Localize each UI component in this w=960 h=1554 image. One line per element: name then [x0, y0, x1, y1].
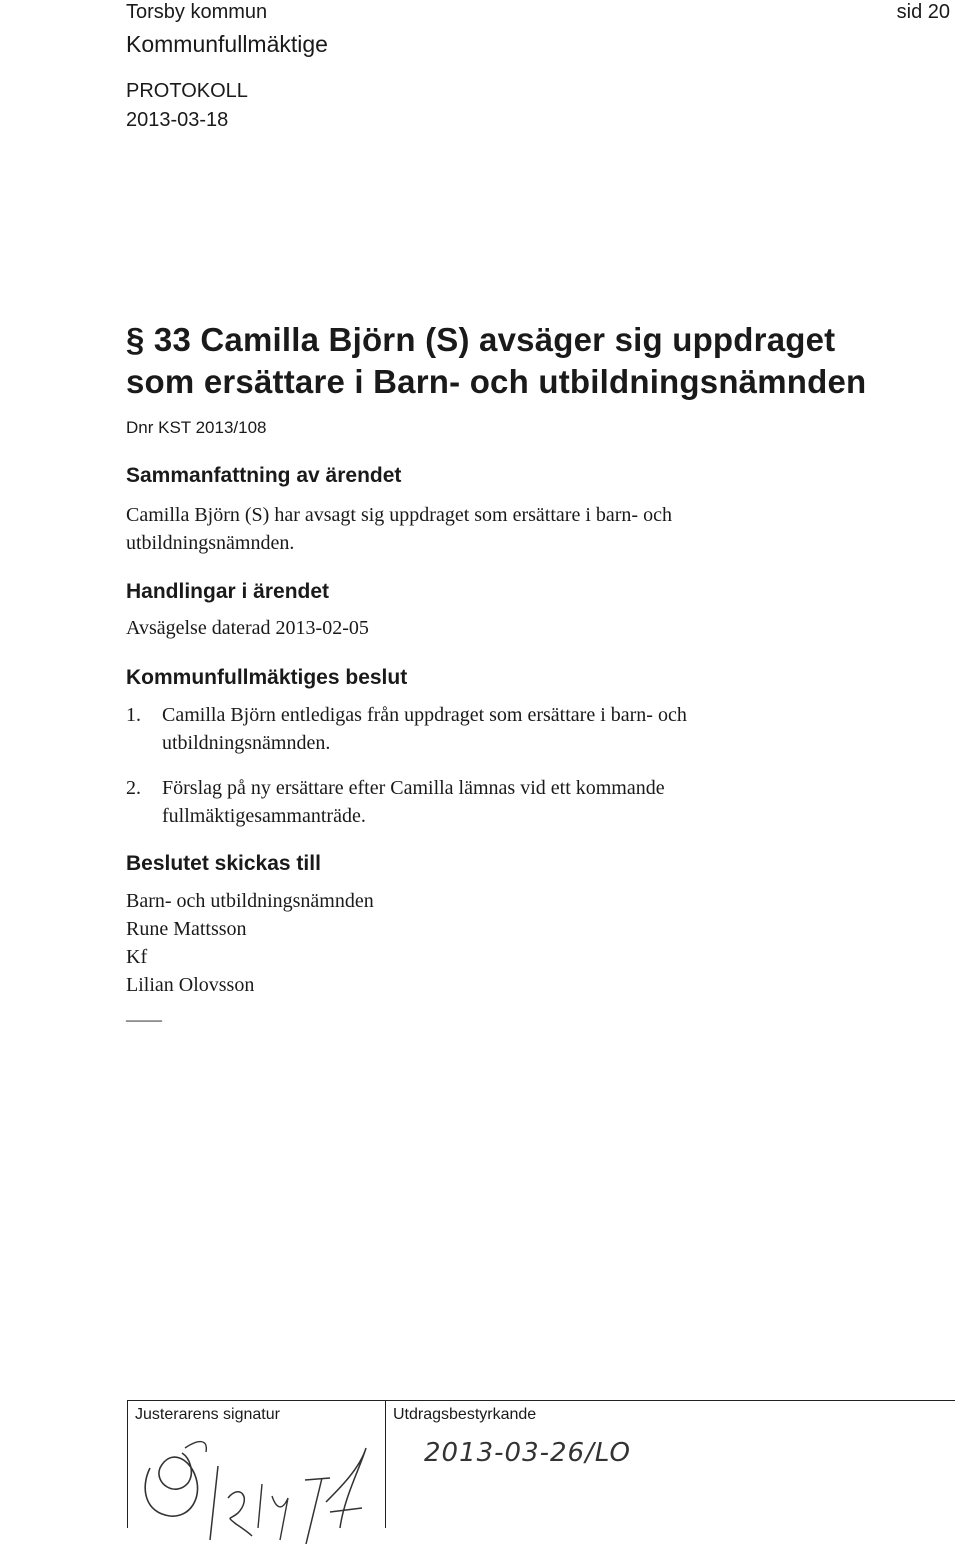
decision-text-line-1: Camilla Björn entledigas från uppdraget som ersättare i barn- och	[162, 704, 687, 726]
recipient-item: Lilian Olovsson	[126, 974, 255, 996]
handwritten-signatures	[130, 1428, 380, 1550]
certificate-label: Utdragsbestyrkande	[393, 1406, 537, 1423]
signature-label: Justerarens signatur	[135, 1406, 280, 1423]
decision-item	[126, 774, 846, 834]
decision-text-line-2: fullmäktigesammanträde.	[162, 805, 366, 827]
recipient-item: Barn- och utbildningsnämnden	[126, 890, 374, 912]
decision-text-line-2: utbildningsnämnden.	[162, 732, 331, 754]
municipality-name: Torsby kommun	[126, 1, 268, 23]
diary-number: Dnr KST 2013/108	[126, 418, 267, 437]
documents-text: Avsägelse daterad 2013-02-05	[126, 617, 369, 639]
council-name: Kommunfullmäktige	[126, 31, 328, 57]
end-mark: ____	[126, 1003, 162, 1023]
decision-text-line-1: Förslag på ny ersättare efter Camilla lämnas vid ett kommande	[162, 777, 665, 799]
recipient-item: Kf	[126, 946, 148, 968]
summary-text-line-2: utbildningsnämnden.	[126, 532, 295, 554]
decision-number: 2.	[126, 777, 141, 799]
summary-text-line-1: Camilla Björn (S) har avsagt sig uppdraget som ersättare i barn- och	[126, 504, 672, 526]
meeting-date: 2013-03-18	[126, 109, 229, 131]
footer-top-rule	[127, 1400, 955, 1401]
document-type: PROTOKOLL	[126, 80, 248, 102]
decision-item	[126, 701, 846, 761]
section-title-line-2: som ersättare i Barn- och utbildningsnämnden	[126, 363, 867, 400]
footer-divider-rule	[385, 1400, 386, 1528]
certificate-handwritten-date: 2013-03-26/LO	[424, 1438, 632, 1468]
decision-heading: Kommunfullmäktiges beslut	[126, 666, 408, 689]
summary-heading: Sammanfattning av ärendet	[126, 464, 402, 487]
section-title-line-1: § 33 Camilla Björn (S) avsäger sig uppdraget	[126, 321, 836, 358]
documents-heading: Handlingar i ärendet	[126, 580, 330, 603]
decision-number: 1.	[126, 704, 141, 726]
recipient-item: Rune Mattsson	[126, 918, 247, 940]
page-number: sid 20	[896, 1, 950, 23]
recipients-heading: Beslutet skickas till	[126, 852, 321, 875]
footer-left-rule	[127, 1400, 128, 1528]
